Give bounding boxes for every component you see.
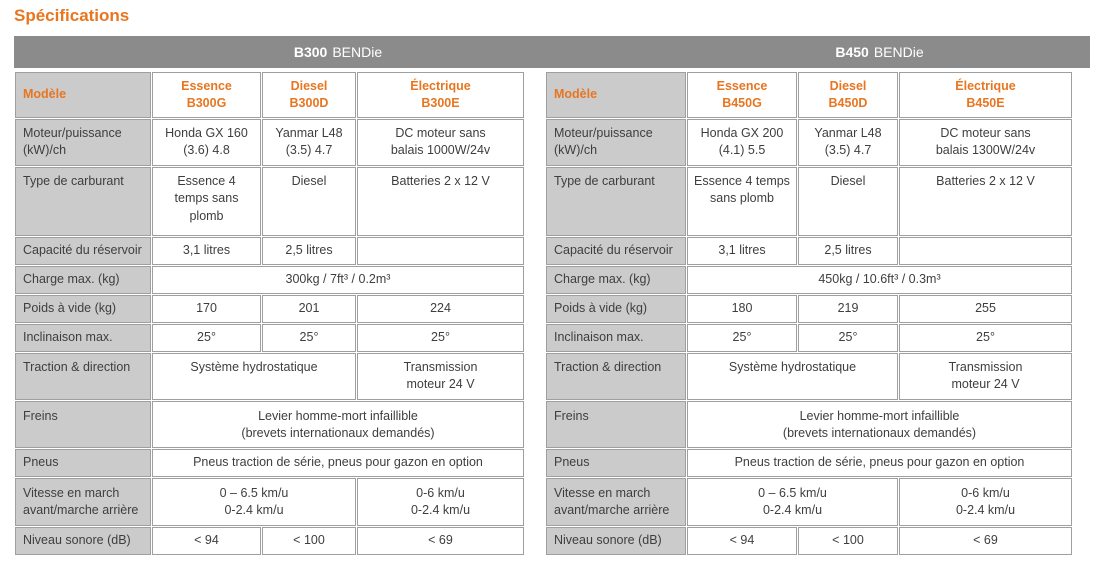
spec-value-line: (3.5) 4.7: [824, 143, 872, 158]
spec-value-cell: 255: [899, 295, 1072, 323]
spec-value-cell: [262, 119, 356, 166]
spec-value-line: (brevets internationaux demandés): [782, 426, 977, 441]
spec-value-cell: [687, 119, 797, 166]
row-label: Moteur/puissance (kW)/ch: [15, 119, 151, 166]
spec-value-line: Honda GX 200: [700, 126, 784, 140]
row-label: Capacité du réservoir: [546, 237, 686, 265]
spec-value-line: Essence 4 temps: [694, 174, 790, 188]
spec-value-cell: [152, 401, 524, 448]
spec-value-line: 0-2.4 km/u: [762, 503, 823, 518]
table-row-freins: [546, 401, 1072, 448]
spec-value-line: Yanmar L48: [275, 126, 343, 140]
row-label: Inclinaison max.: [546, 324, 686, 352]
band-model-code: B300: [293, 44, 328, 60]
spec-value-line: 0-2.4 km/u: [410, 503, 471, 518]
band-product-name: BENDie: [873, 44, 924, 60]
spec-value-cell: [899, 353, 1072, 400]
table-row-moteur: [15, 119, 524, 166]
row-label: Inclinaison max.: [15, 324, 151, 352]
spec-value-cell: 2,5 litres: [262, 237, 356, 265]
table-row-vitesse: [15, 478, 524, 526]
row-label: Vitesse en march avant/marche arrière: [546, 478, 686, 526]
row-label: Capacité du réservoir: [15, 237, 151, 265]
spec-value-cell: [899, 237, 1072, 265]
fuel-type-label: Essence: [181, 78, 232, 93]
spec-tables-container: [14, 71, 1073, 556]
spec-value-line: 0-2.4 km/u: [955, 503, 1016, 518]
band-title-b300: [14, 36, 525, 68]
spec-value-cell: [357, 478, 524, 526]
table-row-vitesse: [546, 478, 1072, 526]
spec-value-cell: 25°: [899, 324, 1072, 352]
column-header-diesel: [262, 72, 356, 118]
row-label: Vitesse en march avant/marche arrière: [15, 478, 151, 526]
row-label: Moteur/puissance (kW)/ch: [546, 119, 686, 166]
table-row-niveau: [546, 527, 1072, 555]
band-title-b450: [545, 36, 1073, 68]
table-row-capacite: [546, 237, 1072, 265]
spec-value-line: Transmission: [948, 360, 1023, 374]
spec-value-cell: 224: [357, 295, 524, 323]
spec-value-line: sans plomb: [710, 191, 774, 206]
row-label: Traction & direction: [15, 353, 151, 400]
spec-value-line: DC moteur sans: [940, 126, 1031, 140]
spec-value-line: Levier homme-mort infaillible: [799, 409, 960, 423]
spec-value-cell: [357, 237, 524, 265]
row-label: Pneus: [15, 449, 151, 477]
spec-value-cell: [152, 478, 356, 526]
spec-value-line: 0-2.4 km/u: [224, 503, 284, 518]
fuel-type-label: Essence: [716, 78, 768, 93]
spec-table-b300: [14, 71, 525, 556]
fuel-type-label: Diesel: [290, 78, 328, 93]
model-code-label: B450E: [966, 96, 1005, 110]
table-row-moteur: [546, 119, 1072, 166]
row-label: Poids à vide (kg): [546, 295, 686, 323]
spec-value-cell: [899, 478, 1072, 526]
spec-value-line: temps sans: [174, 191, 239, 206]
table-row-traction: [15, 353, 524, 400]
spec-value-cell: [357, 353, 524, 400]
spec-value-line: Levier homme-mort infaillible: [258, 409, 418, 423]
table-row-charge: [546, 266, 1072, 294]
spec-value-cell: < 94: [152, 527, 261, 555]
spec-value-cell: 180: [687, 295, 797, 323]
spec-value-line: 0-6 km/u: [416, 486, 465, 500]
spec-value-cell: < 94: [687, 527, 797, 555]
spec-value-cell: Système hydrostatique: [687, 353, 898, 400]
spec-value-cell: < 69: [357, 527, 524, 555]
spec-value-cell: [152, 119, 261, 166]
row-label: Niveau sonore (dB): [546, 527, 686, 555]
row-label: Poids à vide (kg): [15, 295, 151, 323]
spec-value-cell: < 100: [798, 527, 898, 555]
model-code-label: B300G: [186, 96, 227, 110]
table-row-carburant: [15, 167, 524, 236]
model-code-label: B450G: [722, 96, 762, 110]
fuel-type-label: Électrique: [410, 78, 471, 93]
row-label: Type de carburant: [546, 167, 686, 236]
table-row-inclinaison: [546, 324, 1072, 352]
band-model-code: B450: [835, 44, 869, 60]
spec-value-cell: 25°: [687, 324, 797, 352]
spec-value-line: 0 – 6.5 km/u: [758, 486, 827, 500]
table-row-niveau: [15, 527, 524, 555]
spec-value-cell: Diesel: [262, 167, 356, 236]
row-label: Modèle: [546, 72, 686, 118]
table-row-pneus: [15, 449, 524, 477]
spec-value-cell: 3,1 litres: [687, 237, 797, 265]
table-row-freins: [15, 401, 524, 448]
spec-value-cell: 170: [152, 295, 261, 323]
spec-value-line: moteur 24 V: [951, 377, 1020, 392]
table-row-pneus: [546, 449, 1072, 477]
table-row-modele: [15, 72, 524, 118]
spec-value-cell: 201: [262, 295, 356, 323]
spec-value-cell: 25°: [262, 324, 356, 352]
row-label: Freins: [15, 401, 151, 448]
row-label: Type de carburant: [15, 167, 151, 236]
spec-value-line: Yanmar L48: [814, 126, 882, 140]
spec-value-cell: < 100: [262, 527, 356, 555]
spec-value-cell: < 69: [899, 527, 1072, 555]
table-row-charge: [15, 266, 524, 294]
model-code-label: B300E: [421, 96, 460, 110]
spec-value-line: plomb: [189, 208, 224, 223]
band-product-name: BENDie: [332, 44, 383, 60]
column-header-essence: [687, 72, 797, 118]
spec-value-line: moteur 24 V: [406, 377, 475, 392]
spec-value-cell: [687, 401, 1072, 448]
row-label: Modèle: [15, 72, 151, 118]
table-row-inclinaison: [15, 324, 524, 352]
spec-value-cell: [357, 119, 524, 166]
spec-value-line: balais 1000W/24v: [390, 143, 491, 158]
spec-value-line: Honda GX 160: [165, 126, 248, 140]
table-row-modele: [546, 72, 1072, 118]
spec-value-cell: Système hydrostatique: [152, 353, 356, 400]
row-label: Freins: [546, 401, 686, 448]
column-header-electrique: [357, 72, 524, 118]
table-row-poids: [546, 295, 1072, 323]
spec-value-line: (3.5) 4.7: [285, 143, 333, 158]
spec-value-cell: [798, 119, 898, 166]
spec-table-b450: [545, 71, 1073, 556]
spec-value-cell: Batteries 2 x 12 V: [357, 167, 524, 236]
row-label: Charge max. (kg): [546, 266, 686, 294]
row-label: Charge max. (kg): [15, 266, 151, 294]
fuel-type-label: Diesel: [829, 78, 867, 93]
model-code-label: B450D: [828, 96, 868, 110]
spec-value-cell: [687, 167, 797, 236]
table-row-carburant: [546, 167, 1072, 236]
spec-value-cell: 450kg / 10.6ft³ / 0.3m³: [687, 266, 1072, 294]
column-header-diesel: [798, 72, 898, 118]
spec-value-cell: 3,1 litres: [152, 237, 261, 265]
column-header-electrique: [899, 72, 1072, 118]
row-label: Niveau sonore (dB): [15, 527, 151, 555]
spec-value-line: 0 – 6.5 km/u: [219, 486, 289, 500]
spec-value-line: (3.6) 4.8: [183, 143, 230, 158]
spec-value-line: DC moteur sans: [395, 126, 486, 140]
spec-value-line: Transmission: [403, 360, 478, 374]
spec-value-cell: 300kg / 7ft³ / 0.2m³: [152, 266, 524, 294]
spec-value-line: balais 1300W/24v: [935, 143, 1036, 158]
spec-value-cell: Diesel: [798, 167, 898, 236]
spec-value-cell: 2,5 litres: [798, 237, 898, 265]
column-header-essence: [152, 72, 261, 118]
fuel-type-label: Électrique: [955, 78, 1016, 93]
spec-value-line: Essence 4: [177, 174, 236, 188]
spec-value-cell: Pneus traction de série, pneus pour gazon en option: [152, 449, 524, 477]
row-label: Pneus: [546, 449, 686, 477]
product-header-band: [14, 36, 1090, 68]
spec-value-cell: Pneus traction de série, pneus pour gazon en option: [687, 449, 1072, 477]
spec-value-line: (4.1) 5.5: [718, 143, 766, 158]
spec-value-cell: [687, 478, 898, 526]
spec-value-cell: [152, 167, 261, 236]
table-row-poids: [15, 295, 524, 323]
page-title: Spécifications: [14, 6, 130, 25]
spec-value-cell: [899, 119, 1072, 166]
table-row-traction: [546, 353, 1072, 400]
spec-value-line: (brevets internationaux demandés): [241, 426, 435, 441]
spec-value-cell: Batteries 2 x 12 V: [899, 167, 1072, 236]
spec-value-cell: 25°: [798, 324, 898, 352]
spec-value-cell: 219: [798, 295, 898, 323]
row-label: Traction & direction: [546, 353, 686, 400]
spec-value-line: 0-6 km/u: [961, 486, 1010, 500]
model-code-label: B300D: [289, 96, 329, 110]
table-row-capacite: [15, 237, 524, 265]
spec-value-cell: 25°: [357, 324, 524, 352]
spec-value-cell: 25°: [152, 324, 261, 352]
